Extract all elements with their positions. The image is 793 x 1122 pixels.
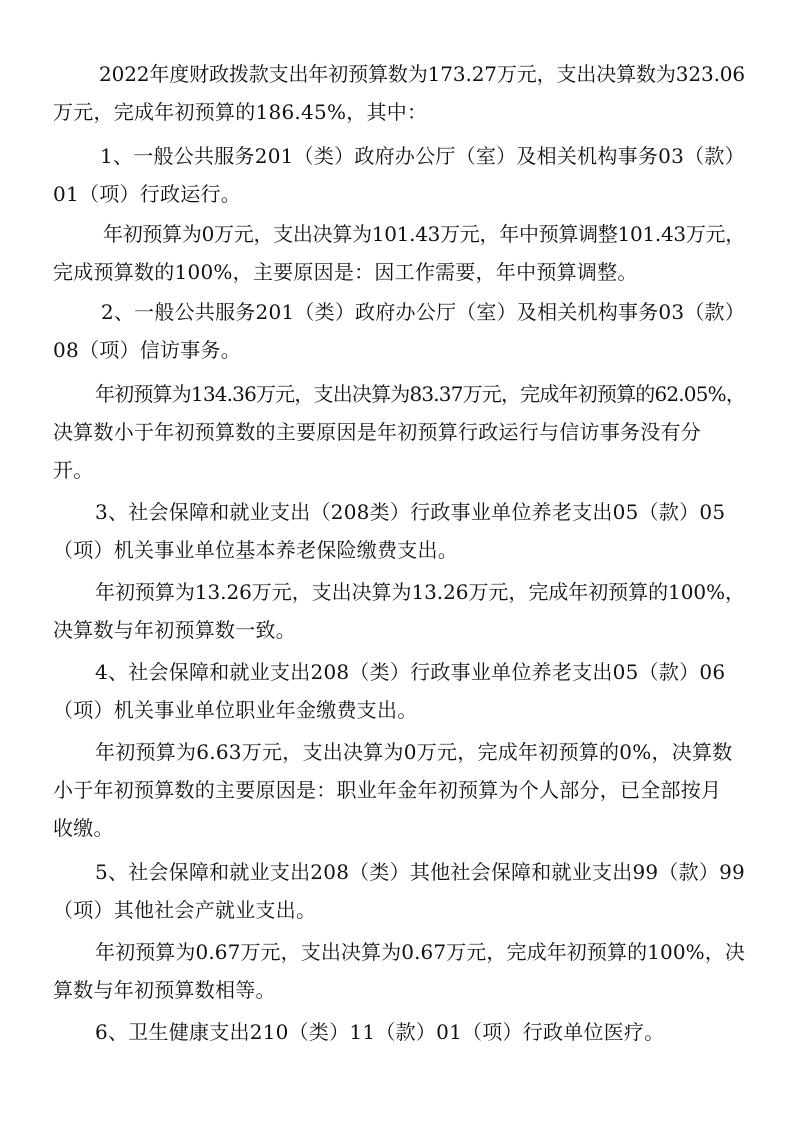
item-1-heading-line-2: 01（项）行政运行。 [53,182,241,206]
item-1-detail-line-1: 年初预算为0万元，支出决算为101.43万元，年中预算调整101.43万元， [103,222,745,246]
item-2-heading-line-2: 08（项）信访事务。 [53,338,241,362]
item-3-detail-line-1: 年初预算为13.26万元，支出决算为13.26万元，完成年初预算的100%， [95,580,745,604]
item-5-detail-line-2: 算数与年初预算数相等。 [53,978,276,1002]
item-1-detail-line-2: 完成预算数的100%，主要原因是：因工作需要，年中预算调整。 [53,260,638,284]
intro-line-2: 万元，完成年初预算的186.45%，其中： [53,100,428,124]
item-2-heading-line-1: 2、一般公共服务201（类）政府办公厅（室）及相关机构事务03（款） [101,300,745,324]
item-3-heading-line-1: 3、社会保障和就业支出（208类）行政事业单位养老支出05（款）05 [95,500,726,524]
item-1-heading-line-1: 1、一般公共服务201（类）政府办公厅（室）及相关机构事务03（款） [100,144,745,168]
item-4-detail-line-2: 小于年初预算数的主要原因是：职业年金年初预算为个人部分，已全部按月 [53,778,722,802]
intro-line-1: 2022年度财政拨款支出年初预算数为173.27万元，支出决算数为323.06 [99,62,746,86]
item-5-heading-line-2: （项）其他社会产就业支出。 [53,898,317,922]
item-5-heading-line-1: 5、社会保障和就业支出208（类）其他社会保障和就业支出99（款）99 [95,860,745,884]
item-3-detail-line-2: 决算数与年初预算数一致。 [53,618,296,642]
item-4-heading-line-1: 4、社会保障和就业支出208（类）行政事业单位养老支出05（款）06 [95,660,726,684]
item-2-detail-line-2: 决算数小于年初预算数的主要原因是年初预算行政运行与信访事务没有分 [53,420,701,444]
item-3-heading-line-2: （项）机关事业单位基本养老保险缴费支出。 [53,538,458,562]
item-5-detail-line-1: 年初预算为0.67万元，支出决算为0.67万元，完成年初预算的100%，决 [95,940,745,964]
item-2-detail-line-1: 年初预算为134.36万元，支出决算为83.37万元，完成年初预算的62.05%， [95,382,745,406]
item-6-heading-line-1: 6、卫生健康支出210（类）11（款）01（项）行政单位医疗。 [95,1020,665,1044]
item-4-heading-line-2: （项）机关事业单位职业年金缴费支出。 [53,698,418,722]
item-4-detail-line-3: 收缴。 [53,816,114,840]
item-2-detail-line-3: 开。 [53,458,94,482]
item-4-detail-line-1: 年初预算为6.63万元，支出决算为0万元，完成年初预算的0%，决算数 [95,740,733,764]
